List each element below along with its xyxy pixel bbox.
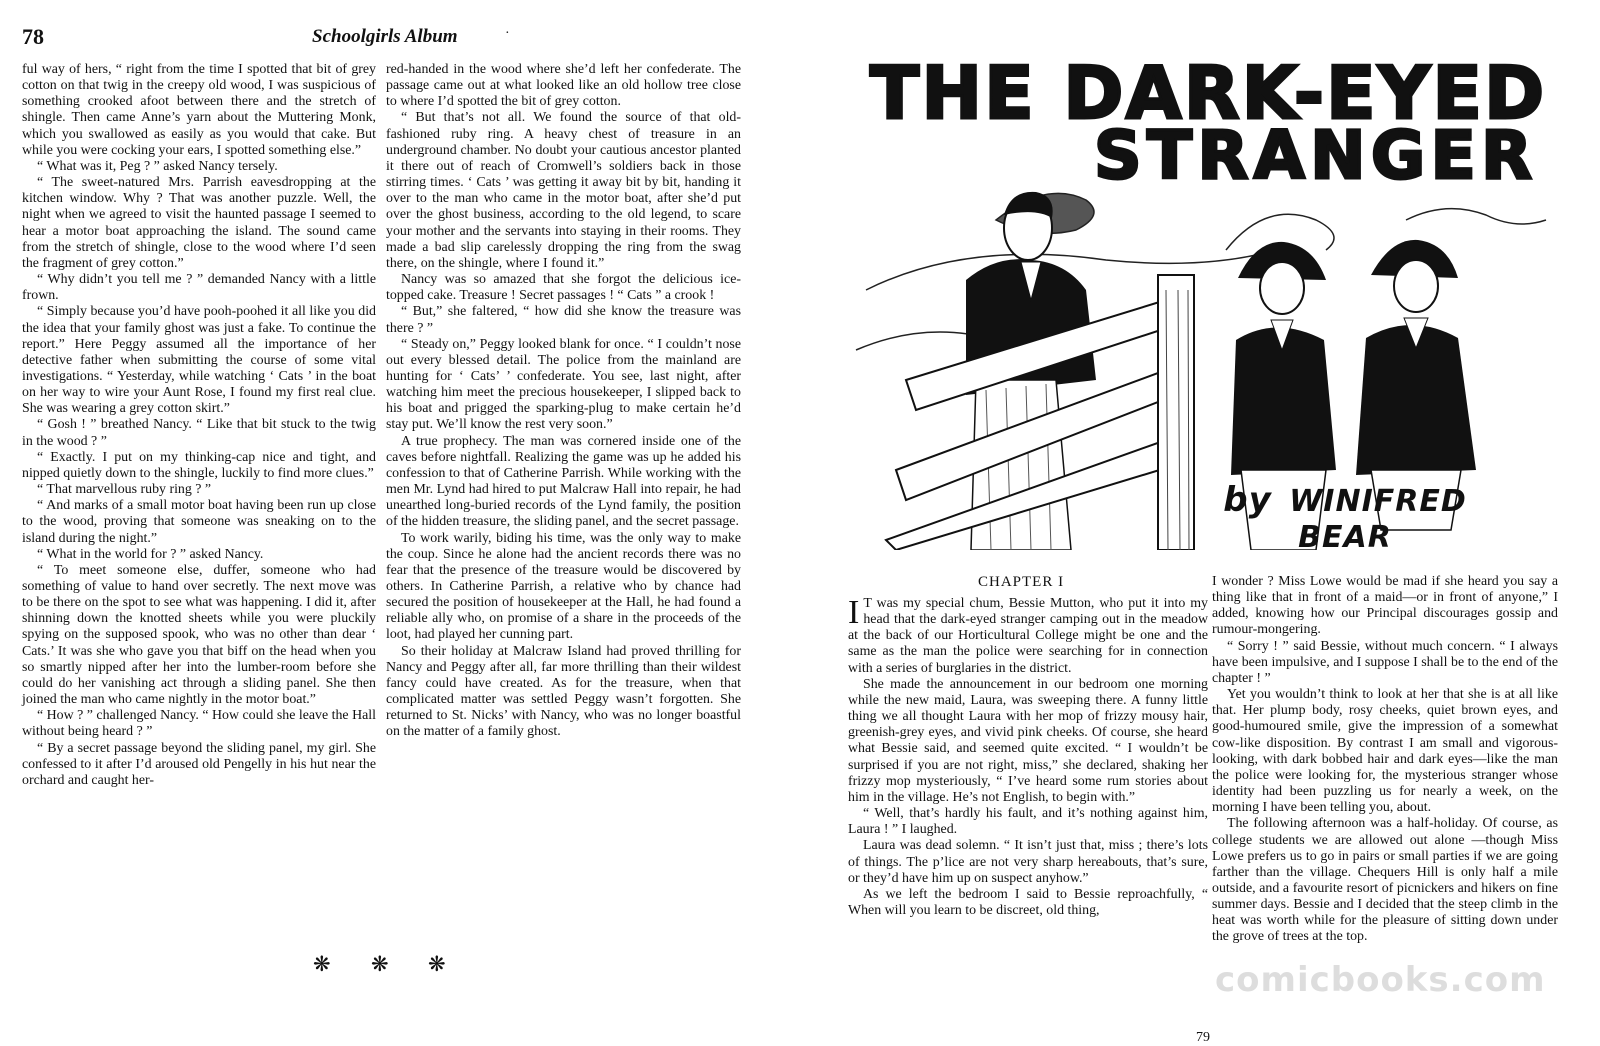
paragraph: “ Gosh ! ” breathed Nancy. “ Like that bit stuck to the twig in the wood ? ” [22,417,376,449]
paragraph: “ Sorry ! ” said Bessie, without much concern. “ I always have been impulsive, and I suppose I shall be to the end of the chapter ! ” [1212,638,1558,686]
paragraph: Nancy was so amazed that she forgot the delicious ice-topped cake. Treasure ! Secret passages ! “ Cats ” a crook ! [386,272,741,304]
title-line-1: THE DARK-EYED [870,51,1546,135]
ornament-icon: ❋ [428,952,446,976]
paragraph: A true prophecy. The man was cornered inside one of the caves before nightfall. Realizing the game was up he added his confession to that of Catherine Parrish. While working with the men Mr. Lynd had hired to put Malcraw Hall into repair, he had unearthed long-buried records of the Lynd family, the position of the hidden treasure, the sliding panel, and the secret passage. [386,433,741,530]
paragraph: “ What was it, Peg ? ” asked Nancy tersely. [37,158,278,174]
chapter-heading: CHAPTER I [978,574,1065,590]
text-column-left-1 [22,62,376,789]
left-page [0,0,790,1045]
paragraph: “ Well, that’s hardly his fault, and it’s nothing against him, Laura ! ” I laughed. [848,806,1208,838]
paragraph: red-handed in the wood where she’d left her confederate. The passage came out at what looked like an old hollow tree close to where I’d spotted the bit of grey cotton. [386,62,741,110]
header-dot: · [505,26,510,41]
paragraph: “ Exactly. I put on my thinking-cap nice and tight, and nipped quietly down to the shingle, luckily to find more clues.” [22,449,376,481]
paragraph [848,596,1208,677]
text-column-right-1 [848,596,1208,919]
paragraph: “ Simply because you’d have pooh-poohed it all like you did the idea that your family ghost was just a fake. To continue the report.” Here Peggy assumed all the importance of her detective father when submitting the course of some vital investigations. “ Yesterday, while watching ‘ Cats ’ in the boat on her way to wire your Aunt Rose, I found my first real clue. She was wearing a grey cotton skirt.” [22,304,376,417]
ornament-icon: ❋ [313,952,331,976]
story-title [870,51,1546,194]
text-column-left-2 [386,62,741,741]
paragraph: I wonder ? Miss Lowe would be mad if she heard you say a thing like that in front of a maid—or in front of anyone,” I added, knowing how our Principal discourages gossip and rumour-mongering. [1212,574,1558,638]
paragraph-text: T was my special chum, Bessie Mutton, who put it into my head that the dark-eyed stranger camping out in the meadow at the back of our Horticultural College might be one and the same as the man the police were searching for in connection with a series of burglaries in the district. [848,596,1208,676]
end-ornament [313,952,463,980]
paragraph: As we left the bedroom I said to Bessie reproachfully, “ When will you learn to be discreet, old thing, [848,886,1208,918]
paragraph: She made the announcement in our bedroom one morning while the new maid, Laura, was sweeping there. A funny little thing we all thought Laura with her mop of frizzy mousy hair, greenish-grey eyes, and vivid pink cheeks. Of course, she heard what Bessie said, and seemed quite excited. “ I wouldn’t be surprised if you are not right, miss,” she declared, shaking her frizzy mop mysteriously, “ I’ve heard some rum stories about him in the village. He’s not English, to begin with.” [848,676,1208,805]
running-title: Schoolgirls Album [312,26,458,47]
paragraph: ful way of hers, “ right from the time I spotted that bit of grey cotton on that twig in the creepy old wood, I was suspicious of something crooked afoot between there and the stretch of shingle. Then came Anne’s yarn about the Muttering Monk, which you swallowed as easily as you would that cake. But while you were cocking your ears, I spotted something else.” [22,62,376,158]
byline-by: by [1223,480,1272,520]
right-page [836,0,1600,1045]
watermark: comicbooks.com [1215,960,1546,1000]
byline [1210,480,1480,555]
paragraph: The following afternoon was a half-holiday. Of course, as college students we are allowed out alone —though Miss Lowe prefers us to go in pairs or small parties if we are going farther than the village. Chequers Hill is only half a mile outside, and a favourite resort of picnickers and hikers on fine summer days. Bessie and I decided that the steep climb in the heat was worth while for the pleasure of sitting down under the grove of trees at the top. [1212,816,1558,945]
paragraph: “ That marvellous ruby ring ? ” [37,482,212,498]
page-number-left: 78 [22,24,44,49]
paragraph: “ But that’s not all. We found the source of that old-fashioned ruby ring. A heavy chest of treasure in an underground chamber. No doubt your cautious ancestor planted it there out of reach of Cromwell’s soldiers back in those stirring times. ‘ Cats ’ was getting it away bit by bit, handing it over to the man who came in the motor boat, after she’d put over the ghost business, according to the old legend, to scare your mother and the servants into staying in their rooms. They made a bad slip carelessly dropping the ring from the swag there, on the shingle, where I found it.” [386,110,741,271]
title-line-2: STRANGER [1094,117,1534,194]
paragraph: “ The sweet-natured Mrs. Parrish eavesdropping at the kitchen window. Why ? That was another puzzle. Well, the night when we agreed to visit the haunted passage I seemed to hear a motor boat approaching the island. The sound came from the stretch of shingle, close to the wood where I’d seen the fragment of grey cotton.” [22,175,376,271]
ornament-icon: ❋ [371,952,389,976]
paragraph: “ By a secret passage beyond the sliding panel, my girl. She confessed to it after I’d aroused old Pengelly in his hut near the orchard and caught her- [22,740,376,788]
paragraph: “ And marks of a small motor boat having been run up close to the wood, proving that someone was sneaking on to the island during the night.” [22,498,376,546]
paragraph: “ What in the world for ? ” asked Nancy. [37,546,264,562]
paragraph: Laura was dead solemn. “ It isn’t just that, miss ; there’s lots of things. The p’lice are not very sharp hereabouts, that’s sure, or they’d have him up on suspect anyhow.” [848,838,1208,886]
page-number-right: 79 [1196,1030,1210,1045]
page-header [22,24,522,54]
author-name: WINIFRED BEAR [1289,484,1467,555]
paragraph: “ But,” she faltered, “ how did she know the treasure was there ? ” [386,304,741,336]
paragraph: So their holiday at Malcraw Island had proved thrilling for Nancy and Peggy after all, far more thrilling than their wildest fancy could have created. As for the treasure, when that complicated matter was settled Peggy wasn’t forgotten. She returned to St. Nicks’ with Nancy, who was no longer boastful on the matter of a family ghost. [386,643,741,740]
paragraph: “ Steady on,” Peggy looked blank for once. “ I couldn’t nose out every blessed detail. The police from the mainland are hunting for ‘ Cats’ ’ confederate. You see, last night, after watching him meet the precious housekeeper, I slipped back to his boat and prigged the sparking-plug to make certain he’d stay put. We’ll know the rest very soon.” [386,336,741,433]
paragraph: “ To meet someone else, duffer, someone who had something of value to hand over secretly. The next move was to be there on the spot to see what was happening. I did it, after shinning down the knotted sheets while you were pluckily spying on the supposed spook, who was no other than dear ‘ Cats.’ It was she who gave you that biff on the head when you so smartly nipped after her into the lumber-room before she could do her vanishing act through a sliding panel. She then joined the man who came nightly in the motor boat.” [22,562,376,708]
paragraph: To work warily, biding his time, was the only way to make the coup. Since he alone had the ancient records there was no fear that the presence of the treasure would be discovered by others. In Catherine Parrish, a relative who by chance had secured the position of housekeeper at the Hall, he had found a reliable ally who, on promise of a share in the proceeds of the loot, had played her cunning part. [386,530,741,643]
drop-cap: I [848,594,860,631]
story-illustration [846,50,1558,550]
paragraph: Yet you wouldn’t think to look at her that she is at all like that. Her plump body, rosy cheeks, quiet brown eyes, and good-humoured smile, give the impression of a somewhat cow-like disposition. By contrast I am small and vigorous-looking, with dark bobbed hair and dark eyes—like the man the police were looking for, the mysterious stranger whose identity had been puzzling us for nearly a week, on the morning I have been telling you, about. [1212,687,1558,816]
text-column-right-2 [1212,574,1558,946]
paragraph: “ Why didn’t you tell me ? ” demanded Nancy with a little frown. [22,272,376,304]
paragraph: “ How ? ” challenged Nancy. “ How could she leave the Hall without being heard ? ” [22,708,376,740]
